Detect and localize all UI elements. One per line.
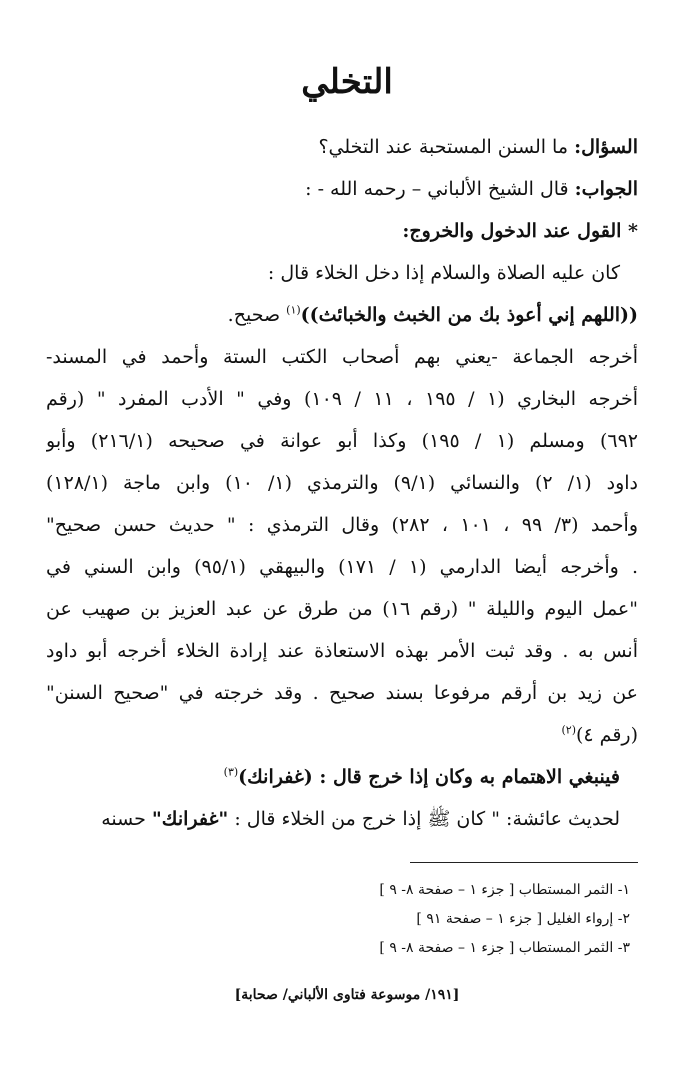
footnote-ref: (٢) (561, 723, 576, 737)
page-title: التخلي (301, 62, 393, 102)
entry-line: كان عليه الصلاة والسلام إذا دخل الخلاء قال : (267, 262, 620, 284)
paragraph-line: أخرجه البخاري (١ / ١٩٥ ، ١١ / ١٠٩) وفي " الأدب المفرد " (رقم (46, 388, 638, 410)
footnote-ref: (٣) (223, 765, 239, 779)
dua-line (46, 294, 638, 336)
paragraph-line: أخرجه الجماعة -يعني بهم أصحاب الكتب الستة وأحمد في المسند- (46, 346, 638, 368)
question-line (46, 126, 638, 168)
section-heading (46, 210, 638, 252)
footnote-item: ٣- الثمر المستطاب [ جزء ١ – صفحة ٨- ٩ ] (379, 940, 630, 956)
exit-text: فينبغي الاهتمام به وكان إذا خرج قال : (غفرانك) (238, 766, 620, 788)
paragraph-line: "عمل اليوم والليلة " (رقم ١٦) من طرق عن عبد العزيز بن صهيب عن (46, 598, 638, 620)
dua-grade: صحيح. (227, 304, 287, 326)
section-heading-text: * القول عند الدخول والخروج: (402, 220, 638, 242)
footnote-item: ٢- إرواء الغليل [ جزء ١ – صفحة ٩١ ] (416, 911, 630, 927)
paragraph-last-line (46, 714, 638, 756)
aisha-prefix: لحديث عائشة: " كان ﷺ إذا خرج من الخلاء قال : (228, 808, 620, 830)
answer-text: قال الشيخ الألباني – رحمه الله - : (305, 178, 575, 200)
paragraph-line: وأحمد (٣/ ٩٩ ، ١٠١ ، ٢٨٢) وقال الترمذي : " حديث حسن صحيح" (46, 514, 638, 536)
paragraph-last-text: (رقم ٤) (576, 724, 638, 746)
question-text: ما السنن المستحبة عند التخلي؟ (318, 136, 575, 158)
aisha-bold: "غفرانك" (151, 808, 229, 830)
answer-line (46, 168, 638, 210)
paragraph-line: . وأخرجه أيضا الدارمي (١ / ١٧١) والبيهقي (٩٥/١) وابن السني في (46, 556, 638, 578)
aisha-line (46, 798, 638, 840)
paragraph-line: عن زيد بن أرقم مرفوعا بسند صحيح . وقد خرجته في "صحيح السنن" (46, 682, 638, 704)
footnote-item: ١- الثمر المستطاب [ جزء ١ – صفحة ٨- ٩ ] (379, 882, 630, 898)
footnote-ref: (١) (286, 303, 301, 317)
paragraph-line: ٦٩٢) ومسلم (١ / ١٩٥) وكذا أبو عوانة في صحيحه (٢١٦/١) وأبو (46, 430, 638, 452)
page-footer: [١٩١/ موسوعة فتاوى الألباني/ صحابة] (234, 987, 460, 1003)
dua-text: ((اللهم إني أعوذ بك من الخبث والخبائث)) (300, 304, 638, 326)
paragraph-line: داود (١/ ٢) والنسائي (٩/١) والترمذي (١/ ١٠) وابن ماجة (١٢٨/١) (46, 472, 638, 494)
footnote-divider (410, 862, 638, 863)
paragraph-line: أنس به . وقد ثبت الأمر بهذه الاستعاذة عند إرادة الخلاء أخرجه أبو داود (46, 640, 638, 662)
question-label: السؤال: (574, 136, 638, 158)
answer-label: الجواب: (574, 178, 638, 200)
exit-line (46, 756, 638, 798)
body-text (46, 126, 638, 840)
footnotes (200, 876, 630, 963)
aisha-suffix: حسنه (101, 808, 152, 830)
